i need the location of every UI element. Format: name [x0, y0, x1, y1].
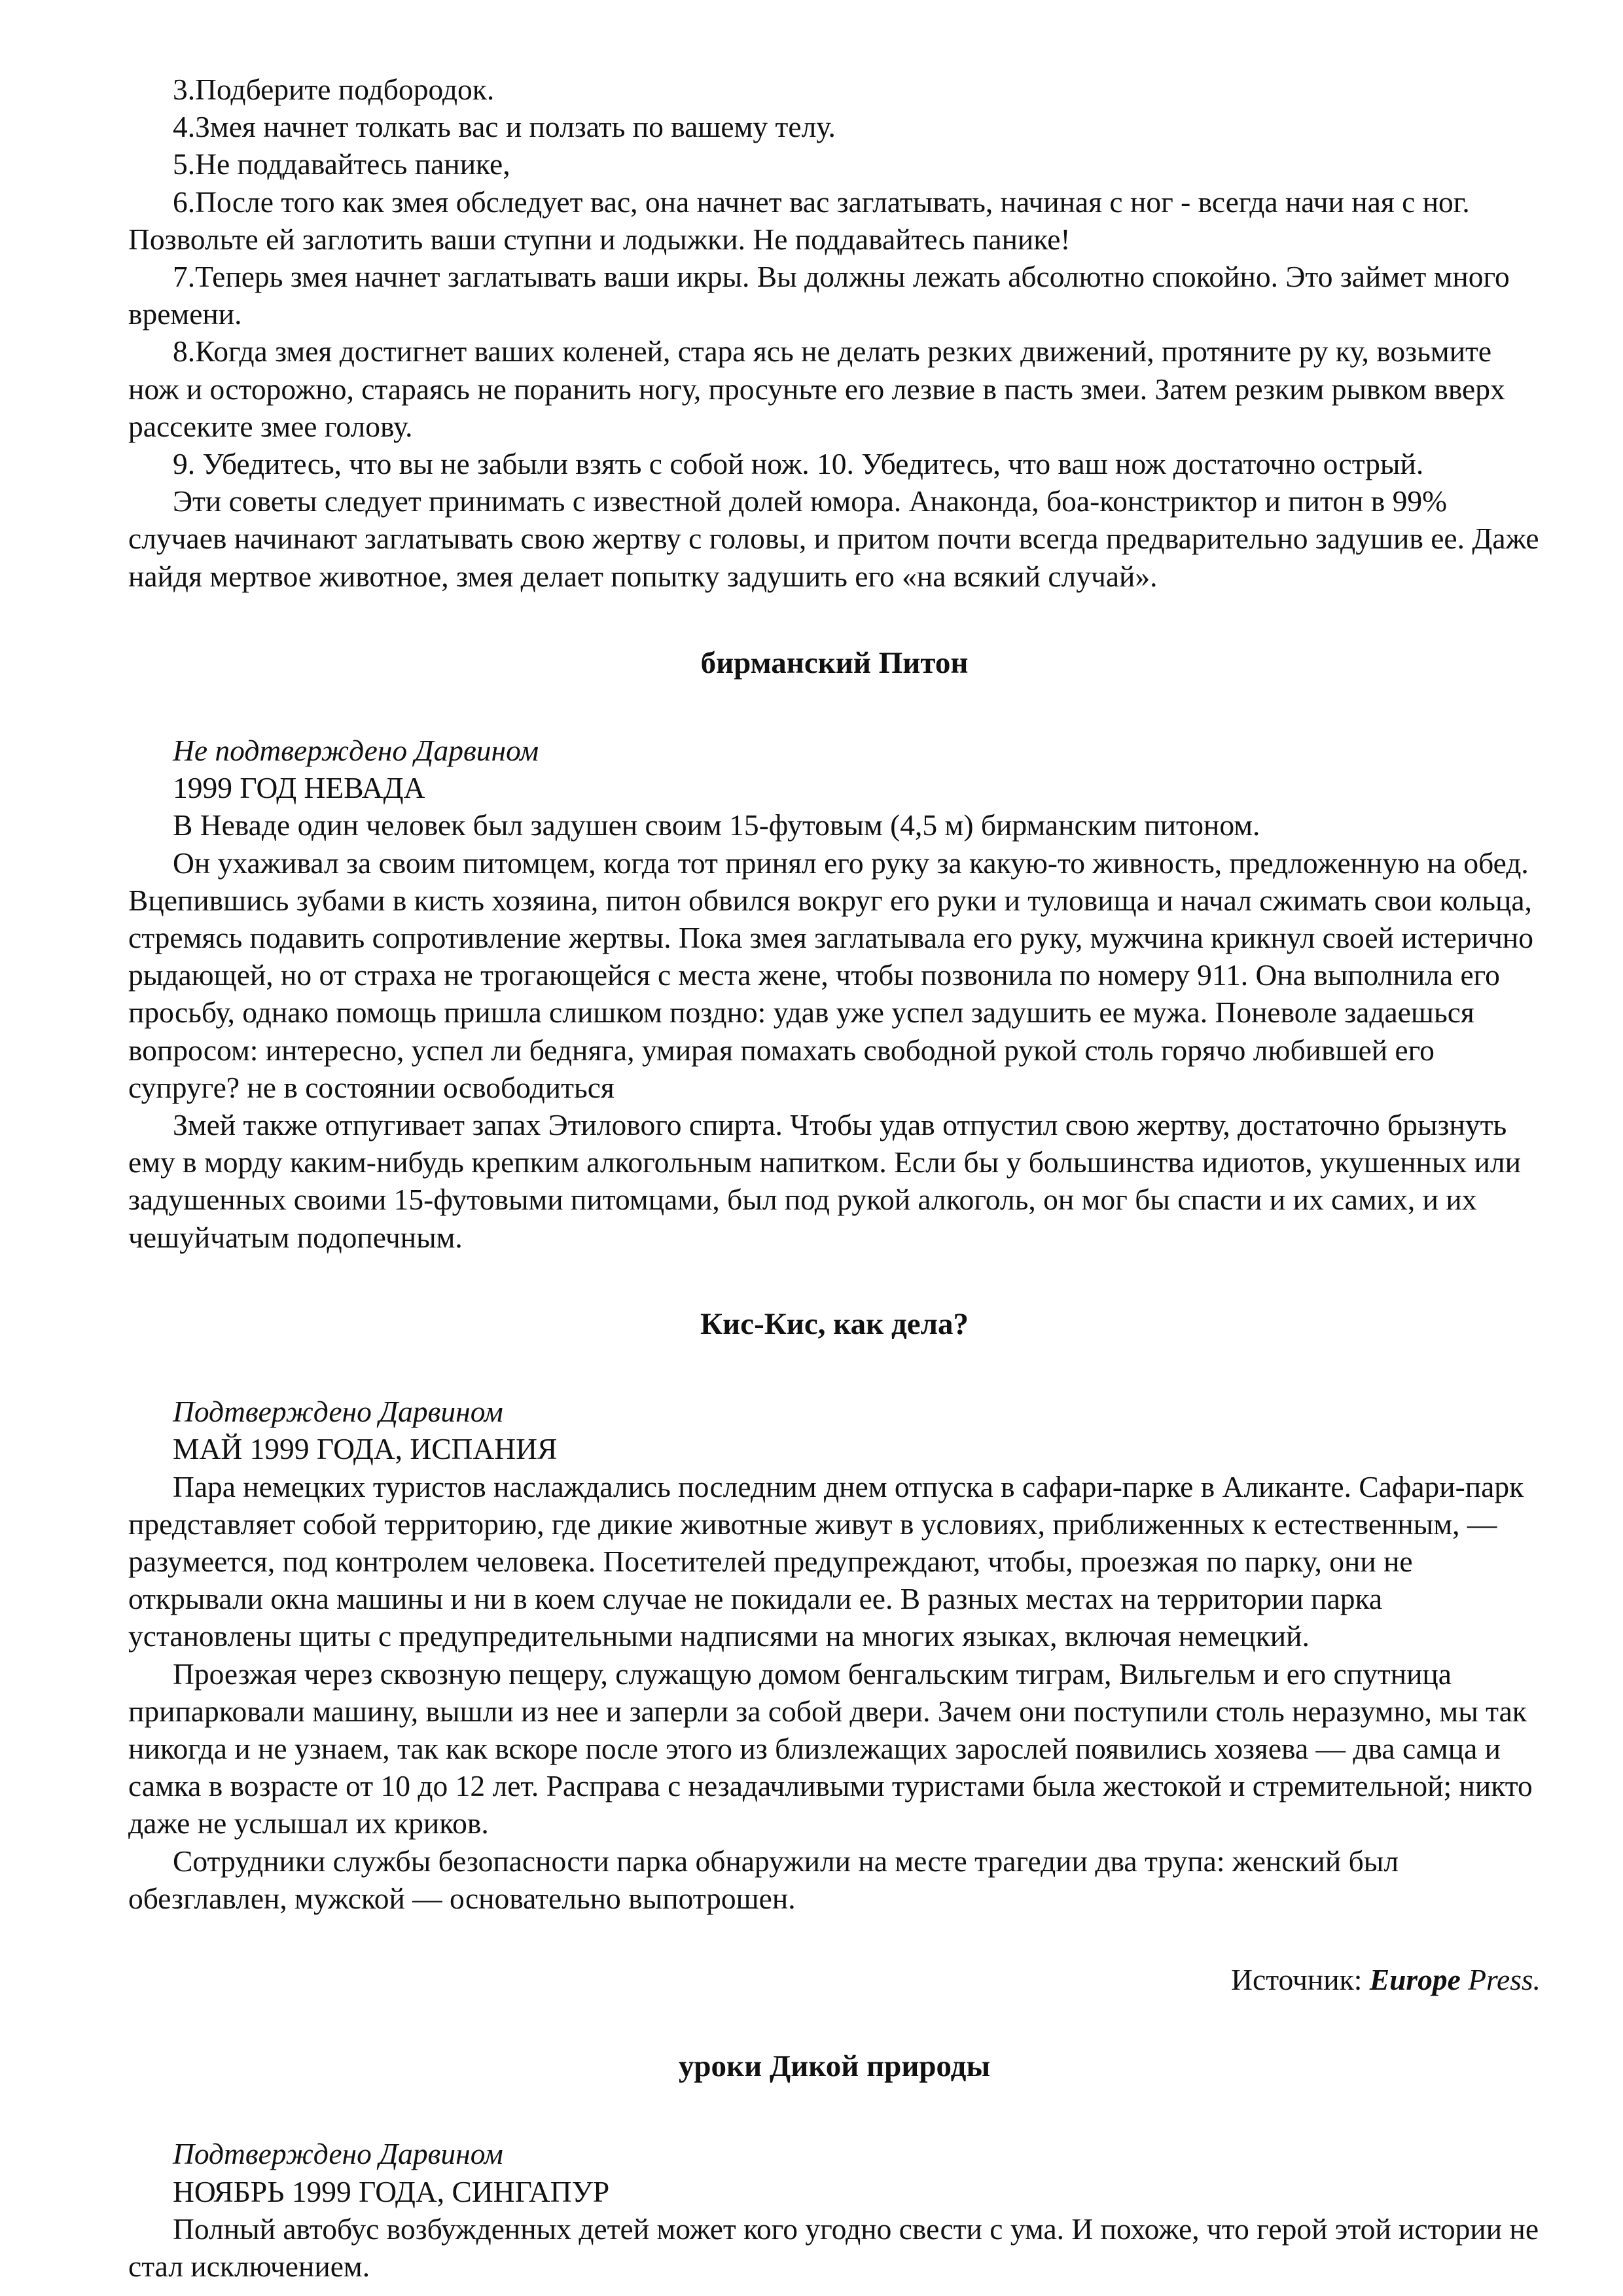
advice-commentary: Эти советы следует принимать с известной долей юмора. Анаконда, боа-констриктор и питон в 99% случаев начинают заглатывать свою жертву с головы, и притом почти всегда предварительно задушив ее. Даже найдя мертвое животное, змея делает попытку задушить его «на всякий случай».: [128, 484, 1539, 593]
source-credit: [128, 1961, 1541, 1998]
section-kitty: [128, 1306, 1541, 1998]
darwin-status: Подтверждено Дарвином: [173, 1395, 503, 1429]
advice-item-5: 5.Не поддавайтесь панике,: [173, 147, 510, 181]
darwin-status: Не подтверждено Дарвином: [173, 734, 539, 768]
advice-item-7: 7.Теперь змея начнет заглатывать ваши икры. Вы должны лежать абсолютно спокойно. Это займет много времени.: [128, 260, 1510, 331]
paragraph: Проезжая через сквозную пещеру, служащую домом бенгальским тиграм, Вильгельм и его спутница припарковали машину, вышли из нее и заперли за собой двери. Зачем они поступили столь неразумно, мы так никогда и не узнаем, так как вскоре после этого из близлежащих зарослей появились хозяева — два самца и самка в возрасте от 10 до 12 лет. Расправа с незадачливыми туристами была жестокой и стремительной; никто даже не услышал их криков.: [128, 1657, 1533, 1840]
advice-item-4: 4.Змея начнет толкать вас и ползать по вашему телу.: [173, 110, 836, 144]
paragraph: Пара немецких туристов наслаждались последним днем отпуска в сафари-парке в Аликанте. Сафари-парк представляет собой территорию, где дикие животные живут в условиях, приближенных к естественным, — разумеется, под контролем человека. Посетителей предупреждают, чтобы, проезжая по парку, они не открывали окна машины и ни в коем случае не покидали ее. В разных местах на территории парка установлены щиты с предупредительными надписями на многих языках, включая немецкий.: [128, 1469, 1524, 1653]
paragraph: Змей также отпугивает запах Этилового спирта. Чтобы удав отпустил свою жертву, достаточно брызнуть ему в морду каким-нибудь крепким алкогольным напитком. Если бы у большинства идиотов, укушенных или задушенных своими 15-футовыми питомцами, был под рукой алкоголь, он мог бы спасти и их самих, и их чешуйчатым подопечным.: [128, 1108, 1521, 1254]
paragraph: Полный автобус возбужденных детей может кого угодно свести с ума. И похоже, что герой этой истории не стал исключением.: [128, 2212, 1539, 2283]
section-title: уроки Дикой природы: [678, 2049, 991, 2084]
document-page: [128, 71, 1541, 2285]
advice-item-3: 3.Подберите подбородок.: [173, 73, 495, 106]
source-name-rest: Press.: [1460, 1962, 1541, 1996]
advice-item-6: 6.После того как змея обследует вас, она начнет вас заглатывать, начиная с ног - всегда начи ная с ног. Позвольте ей заглотить ваши ступни и лодыжки. Не поддавайтесь панике!: [128, 185, 1470, 256]
advice-item-8: 8.Когда змея достигнет ваших коленей, стара ясь не делать резких движений, протяните ру ку, возьмите нож и осторожно, стараясь не поранить ногу, просуньте его лезвие в пасть змеи. Затем резким рывком вверх рассеките змее голову.: [128, 334, 1505, 443]
paragraph: В Неваде один человек был задушен своим 15-футовым (4,5 м) бирманским питоном.: [173, 808, 1260, 842]
source-label: Источник:: [1231, 1962, 1370, 1996]
dateline: 1999 ГОД НЕВАДА: [173, 771, 425, 805]
dateline: МАЙ 1999 ГОДА, ИСПАНИЯ: [173, 1432, 558, 1466]
section-title: бирманский Питон: [700, 645, 969, 680]
section-burmese-python: [128, 645, 1541, 1256]
source-name-bold: Europe: [1369, 1962, 1461, 1996]
darwin-status: Подтверждено Дарвином: [173, 2137, 503, 2171]
section-wildlife-lessons: [128, 2048, 1541, 2285]
section-title: Кис-Кис, как дела?: [700, 1306, 969, 1341]
paragraph: Он ухаживал за своим питомцем, когда тот принял его руку за какую-то живность, предложенную на обед. Вцепившись зубами в кисть хозяина, питон обвился вокруг его руки и туловища и начал сжимать свои кольца, стремясь подавить сопротивление жертвы. Пока змея заглатывала его руку, мужчина крикнул своей истерично рыдающей, но от страха не трогающейся с места жене, чтобы позвонила по номеру 911. Она выполнила его просьбу, однако помощь пришла слишком поздно: удав уже успел задушить ее мужа. Поневоле задаешься вопросом: интересно, успел ли бедняга, умирая помахать свободной рукой столь горячо любившей его супруге? не в состоянии освободиться: [128, 846, 1533, 1104]
advice-list: [128, 71, 1541, 595]
paragraph: Сотрудники службы безопасности парка обнаружили на месте трагедии два трупа: женский был обезглавлен, мужской — основательно выпотрошен.: [128, 1844, 1399, 1915]
dateline: НОЯБРЬ 1999 ГОДА, СИНГАПУР: [173, 2174, 610, 2208]
advice-item-9-10: 9. Убедитесь, что вы не забыли взять с собой нож. 10. Убедитесь, что ваш нож достаточно острый.: [173, 447, 1424, 481]
